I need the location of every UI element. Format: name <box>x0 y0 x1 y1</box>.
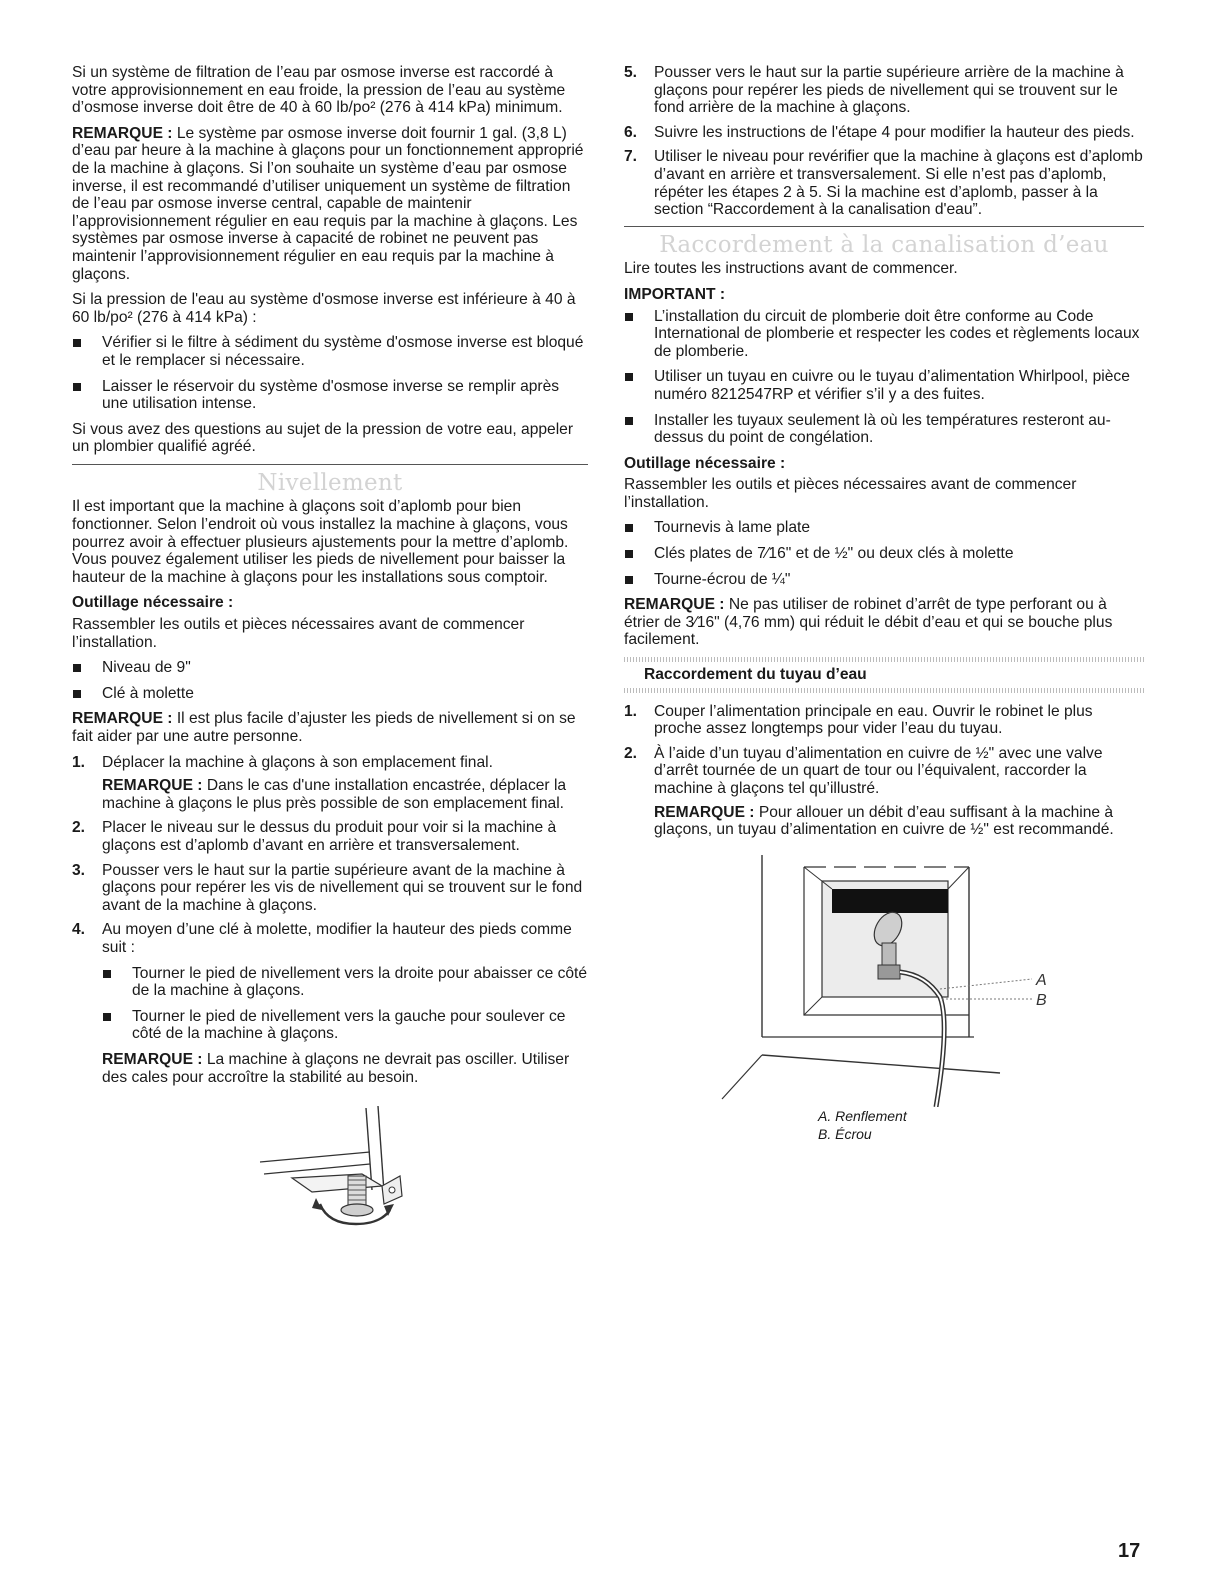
leveling-foot-illustration <box>252 1100 452 1240</box>
divider <box>624 226 1144 227</box>
note-text: Pour allouer un débit d’eau suffisant à la machine à glaçons, un tuyau d’alimentation en cuivre de ½" est recommandé. <box>654 803 1114 839</box>
step-note <box>102 1051 588 1086</box>
important-heading: IMPORTANT : <box>624 285 726 303</box>
divider <box>72 464 588 465</box>
tools-list <box>624 519 1144 588</box>
step-item <box>624 124 1144 142</box>
step-item <box>624 64 1144 117</box>
note-label: REMARQUE : <box>72 124 173 142</box>
step-number: 6. <box>624 123 638 141</box>
note-text: Il est plus facile d’ajuster les pieds de nivellement si on se fait aider par une autre personne. <box>72 710 576 745</box>
paragraph-questions: Si vous avez des questions au sujet de la pression de votre eau, appeler un plombier qualifié agréé. <box>72 420 574 456</box>
note-label: REMARQUE : <box>72 710 173 728</box>
step-text: À l’aide d’un tuyau d’alimentation en cuivre de ½" avec une valve d’arrêt tournée de un quart de tour ou l’équivalent, raccorder la machine à glaçons tel qu’illustré. <box>654 744 1103 797</box>
note-helper <box>72 710 588 745</box>
list-item: Laisser le réservoir du système d'osmose inverse se remplir après une utilisation intense. <box>72 378 588 413</box>
list-item: Tourner le pied de nivellement vers la gauche pour soulever ce côté de la machine à glaçons. <box>102 1008 588 1043</box>
water-connection-illustration <box>704 847 1154 1107</box>
step-item <box>72 921 588 1086</box>
note-text: Dans le cas d'une installation encastrée, déplacer la machine à glaçons le plus près possible de son emplacement final. <box>102 777 567 812</box>
right-column <box>624 64 1144 1143</box>
list-item: Tourner le pied de nivellement vers la droite pour abaisser ce côté de la machine à glaçons. <box>102 965 588 1000</box>
step-item <box>72 754 588 813</box>
step-item <box>624 703 1144 738</box>
tools-heading: Outillage nécessaire : <box>72 594 234 612</box>
note-label: REMARQUE : <box>654 803 755 821</box>
step-number: 2. <box>624 744 638 762</box>
list-item: Clé à molette <box>72 685 588 703</box>
step-item <box>624 148 1144 218</box>
subsection-title-water-line: Raccordement du tuyau d’eau <box>644 666 867 684</box>
step-number: 2. <box>72 819 86 837</box>
tools-list <box>72 659 588 702</box>
note-text: Ne pas utiliser de robinet d’arrêt de type perforant ou à étrier de 3⁄16" (4,76 mm) qui réduit le débit d’eau et qui se bouche plus facilement. <box>624 596 1113 649</box>
hatch-rule-bottom <box>624 688 1144 693</box>
connection-steps <box>624 703 1144 839</box>
note-label: REMARQUE : <box>102 1050 203 1068</box>
note-label: REMARQUE : <box>624 596 725 614</box>
list-item: Vérifier si le filtre à sédiment du système d'osmose inverse est bloqué et le remplacer si nécessaire. <box>72 334 588 369</box>
step-text: Au moyen d’une clé à molette, modifier la hauteur des pieds comme suit : <box>102 921 572 956</box>
step-text: Pousser vers le haut sur la partie supérieure avant de la machine à glaçons pour repérer les vis de nivellement qui se trouvent sur le fond avant de la machine à glaçons. <box>102 861 583 914</box>
list-item: Niveau de 9" <box>72 659 588 677</box>
list-item: L’installation du circuit de plomberie doit être conforme au Code International de plomberie et respecter les codes et règlements locaux de plomberie. <box>624 308 1144 361</box>
note-valve <box>624 596 1144 649</box>
note-text: Le système par osmose inverse doit fournir 1 gal. (3,8 L) d’eau par heure à la machine à glaçons pour un fonctionnement approprié de la machine à glaçons. Si l’on souhaite un système d’eau par osmose inverse, il est recommandé d’utiliser uniquement un système de filtration de l’eau par osmose inverse central, capable de maintenir l’approvisionnement régulier en eau requis par la machine à glaçons. Les systèmes par osmose inverse à capacité de robinet ne peuvent pas maintenir l’approvisionnement régulier en eau requis par la machine à glaçons. <box>72 124 584 283</box>
step-number: 4. <box>72 921 86 939</box>
step-number: 1. <box>72 753 86 771</box>
step-text: Suivre les instructions de l'étape 4 pour modifier la hauteur des pieds. <box>654 123 1135 141</box>
bullet-list-ro <box>72 334 588 412</box>
step-text: Couper l’alimentation principale en eau. Ouvrir le robinet le plus proche assez longtemps pour vider l’eau du tuyau. <box>654 702 1093 738</box>
section-title-raccordement: Raccordement à la canalisation d’eau <box>659 231 1109 258</box>
section-title-nivellement: Nivellement <box>257 469 403 496</box>
list-item: Utiliser un tuyau en cuivre ou le tuyau d’alimentation Whirlpool, pièce numéro 8212547RP et vérifier s’il y a des fuites. <box>624 368 1144 403</box>
step-item <box>72 819 588 854</box>
paragraph-read-instructions: Lire toutes les instructions avant de commencer. <box>624 260 958 278</box>
figure-caption-a: A. Renflement <box>818 1107 907 1124</box>
sub-bullets <box>102 965 588 1043</box>
tools-intro: Rassembler les outils et pièces nécessaires avant de commencer l’installation. <box>72 616 525 651</box>
tools-intro: Rassembler les outils et pièces nécessaires avant de commencer l’installation. <box>624 476 1077 511</box>
paragraph-low-pressure: Si la pression de l'eau au système d'osmose inverse est inférieure à 40 à 60 lb/po² (276 à 414 kPa) : <box>72 291 576 326</box>
label-b: B <box>1036 991 1047 1009</box>
leveling-steps <box>72 754 588 1087</box>
figure-caption-b: B. Écrou <box>818 1125 872 1142</box>
step-number: 5. <box>624 64 638 81</box>
note-ro-flow <box>72 125 588 283</box>
label-a: A <box>1036 971 1047 989</box>
page-number: 17 <box>1118 1540 1141 1562</box>
left-column <box>72 64 588 1240</box>
step-note <box>654 804 1144 839</box>
step-text: Placer le niveau sur le dessus du produit pour voir si la machine à glaçons est d’aplomb d’avant en arrière et transversalement. <box>102 819 557 854</box>
step-number: 7. <box>624 148 638 166</box>
list-item: Installer les tuyaux seulement là où les températures resteront au-dessus du point de congélation. <box>624 412 1144 447</box>
note-text: La machine à glaçons ne devrait pas osciller. Utiliser des cales pour accroître la stabilité au besoin. <box>102 1050 570 1086</box>
tools-heading: Outillage nécessaire : <box>624 454 786 472</box>
step-text: Utiliser le niveau pour revérifier que la machine à glaçons est d’aplomb d’avant en arrière et transversalement. Si elle n’est pas d’aplomb, répéter les étapes 2 à 5. Si la machine est d’aplomb, passer à la section “Raccordement à la canalisation d'eau”. <box>654 148 1143 219</box>
list-item: Clés plates de 7⁄16" et de ½" ou deux clés à molette <box>624 545 1144 563</box>
step-item <box>624 745 1144 839</box>
step-text: Déplacer la machine à glaçons à son emplacement final. <box>102 753 493 771</box>
important-bullets <box>624 308 1144 447</box>
paragraph-ro-pressure: Si un système de filtration de l’eau par osmose inverse est raccordé à votre approvisionnement en eau froide, la pression de l’eau au système d’osmose inverse doit être de 40 à 60 lb/po² (276 à 414 kPa) minimum. <box>72 64 566 117</box>
list-item: Tournevis à lame plate <box>624 519 1144 537</box>
paragraph-leveling-intro: Il est important que la machine à glaçons soit d’aplomb pour bien fonctionner. Selon l’endroit où vous installez la machine à glaçons, vous pourrez avoir à effectuer plusieurs ajustements pour la mettre d’aplomb. Vous pouvez également utiliser les pieds de nivellement pour baisser la hauteur de la machine à glaçons pour les installations sous comptoir. <box>72 498 569 586</box>
step-number: 1. <box>624 702 638 720</box>
leveling-steps-continued <box>624 64 1144 219</box>
note-label: REMARQUE : <box>102 777 203 795</box>
step-number: 3. <box>72 861 86 879</box>
list-item: Tourne-écrou de ¼" <box>624 571 1144 589</box>
step-text: Pousser vers le haut sur la partie supérieure arrière de la machine à glaçons pour repérer les pieds de nivellement qui se trouvent sur le fond arrière de la machine à glaçons. <box>654 64 1124 117</box>
step-item <box>72 862 588 915</box>
step-note <box>102 777 588 812</box>
